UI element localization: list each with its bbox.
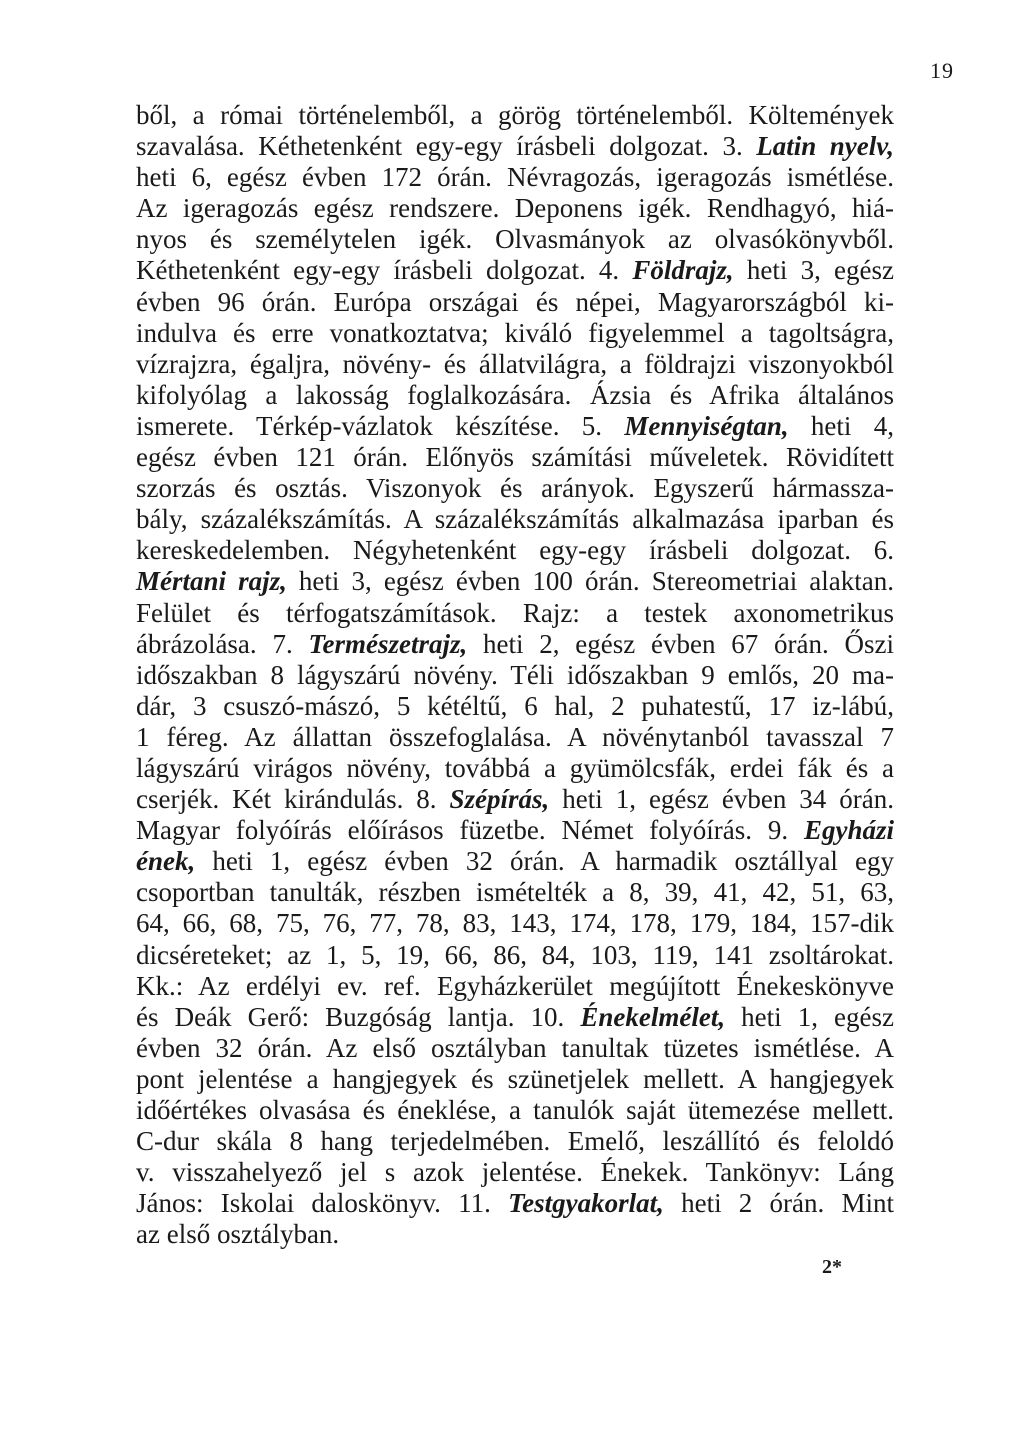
text-line xyxy=(136,1219,894,1250)
text-line xyxy=(136,473,894,504)
text-run: 1 féreg. Az állattan összefoglalása. A növénytanból tavasszal 7 xyxy=(136,721,894,752)
text-run: ismerete. Térkép-vázlatok készítése. 5. xyxy=(136,410,625,441)
text-run: heti 2, egész évben 67 órán. Őszi xyxy=(467,628,894,659)
subject-heading: Latin nyelv, xyxy=(756,131,894,162)
text-run: szorzás és osztás. Viszonyok és arányok. Egyszerű hármassza- xyxy=(136,473,894,504)
text-line xyxy=(136,753,894,784)
text-run: 64, 66, 68, 75, 76, 77, 78, 83, 143, 174, 178, 179, 184, 157-dik xyxy=(136,908,894,939)
text-line xyxy=(136,598,894,629)
text-line xyxy=(136,162,894,193)
text-line xyxy=(136,349,894,380)
text-run: Az igeragozás egész rendszere. Deponens igék. Rendhagyó, hiá- xyxy=(136,193,894,224)
text-run: Felület és térfogatszámítások. Rajz: a testek axonometrikus xyxy=(136,597,894,628)
text-line xyxy=(136,815,894,846)
text-line xyxy=(136,380,894,411)
text-line xyxy=(136,411,894,442)
text-run: heti 2 órán. Mint xyxy=(663,1188,894,1219)
text-run: egész évben 121 órán. Előnyös számítási műveletek. Rövidített xyxy=(136,442,894,473)
text-run: heti 3, egész évben 100 órán. Stereometriai alaktan. xyxy=(286,566,894,597)
subject-heading: Szépírás, xyxy=(449,784,550,815)
signature-mark: 2* xyxy=(822,1256,842,1278)
text-line xyxy=(136,566,894,597)
text-run: János: Iskolai daloskönyv. 11. xyxy=(136,1188,509,1219)
text-line xyxy=(136,629,894,660)
subject-heading: Földrajz, xyxy=(632,255,734,286)
text-line xyxy=(136,1064,894,1095)
text-run: időértékes olvasása és éneklése, a tanulók saját ütemezése mellett. xyxy=(136,1095,894,1125)
text-line xyxy=(136,535,894,566)
text-run: heti 1, egész évben 32 órán. A harmadik osztállyal egy xyxy=(195,846,894,877)
text-line xyxy=(136,691,894,722)
text-line xyxy=(136,504,894,535)
subject-heading: Testgyakorlat, xyxy=(508,1188,664,1219)
text-line xyxy=(136,224,894,255)
text-run: heti 6, egész évben 172 órán. Névragozás, igeragozás ismétlése. xyxy=(136,162,894,193)
text-line xyxy=(136,908,894,939)
text-line xyxy=(136,877,894,908)
text-line xyxy=(136,100,894,131)
text-run: heti 1, egész évben 34 órán. xyxy=(549,784,895,815)
subject-heading: Természetrajz, xyxy=(308,628,468,659)
text-run: heti 1, egész xyxy=(725,1001,895,1032)
text-run: vízrajzra, égaljra, növény- és állatvilágra, a földrajzi viszonyokból xyxy=(136,348,894,379)
text-line xyxy=(136,1033,894,1064)
text-run: kifolyólag a lakosság foglalkozására. Ázsia és Afrika általános xyxy=(136,379,894,410)
subject-heading: Mértani rajz, xyxy=(136,566,287,597)
text-line xyxy=(136,940,894,971)
text-line xyxy=(136,193,894,224)
text-run: szavalása. Kéthetenként egy-egy írásbeli dolgozat. 3. xyxy=(136,131,757,162)
text-line xyxy=(136,1126,894,1157)
body-text xyxy=(136,100,894,1250)
text-line xyxy=(136,971,894,1002)
text-line xyxy=(136,255,894,286)
text-run: heti 3, egész xyxy=(733,255,894,286)
text-line xyxy=(136,846,894,877)
text-line xyxy=(136,1188,894,1219)
text-line xyxy=(136,131,894,162)
text-line xyxy=(136,784,894,815)
text-line xyxy=(136,442,894,473)
text-run: csoportban tanulták, részben ismételték a 8, 39, 41, 42, 51, 63, xyxy=(136,877,894,908)
subject-heading: ének, xyxy=(136,846,196,877)
text-run: Magyar folyóírás előírásos füzetbe. Német folyóírás. 9. xyxy=(136,815,804,846)
text-line xyxy=(136,1002,894,1033)
text-line xyxy=(136,1095,894,1126)
text-run: Kéthetenként egy-egy írásbeli dolgozat. 4. xyxy=(136,255,633,286)
text-line xyxy=(136,1157,894,1188)
text-run: dicséreteket; az 1, 5, 19, 66, 86, 84, 103, 119, 141 zsoltárokat. xyxy=(136,939,894,970)
subject-heading: Énekelmélet, xyxy=(580,1001,726,1032)
text-run: C-dur skála 8 hang terjedelmében. Emelő, leszállító és feloldó xyxy=(136,1126,894,1157)
text-line xyxy=(136,318,894,349)
text-run: indulva és erre vonatkoztatva; kiváló figyelemmel a tagoltságra, xyxy=(136,317,894,348)
text-run: heti 4, xyxy=(788,410,894,441)
text-run: ábrázolása. 7. xyxy=(136,628,309,659)
text-run: nyos és személytelen igék. Olvasmányok az olvasókönyvből. xyxy=(136,224,894,255)
text-line xyxy=(136,660,894,691)
text-run: dár, 3 csuszó-mászó, 5 kétéltű, 6 hal, 2 puhatestű, 17 iz-lábú, xyxy=(136,690,894,721)
subject-heading: Mennyiségtan, xyxy=(624,410,789,441)
text-run: évben 96 órán. Európa országai és népei, Magyarországból ki- xyxy=(136,286,894,317)
text-run: bály, százalékszámítás. A százalékszámítás alkalmazása iparban és xyxy=(136,504,894,535)
text-run: ből, a római történelemből, a görög történelemből. Költemények xyxy=(136,100,894,130)
text-run: kereskedelemben. Négyhetenként egy-egy írásbeli dolgozat. 6. xyxy=(136,535,894,566)
text-run: évben 32 órán. Az első osztályban tanultak tüzetes ismétlése. A xyxy=(136,1032,894,1063)
text-run: az első osztályban. xyxy=(136,1219,340,1250)
text-run: és Deák Gerő: Buzgóság lantja. 10. xyxy=(136,1001,581,1032)
text-run: cserjék. Két kirándulás. 8. xyxy=(136,784,450,815)
subject-heading: Egyházi xyxy=(803,815,894,846)
text-run: időszakban 8 lágyszárú növény. Téli időszakban 9 emlős, 20 ma- xyxy=(136,659,894,690)
text-run: v. visszahelyező jel s azok jelentése. Énekek. Tankönyv: Láng xyxy=(136,1157,894,1188)
text-run: lágyszárú virágos növény, továbbá a gyümölcsfák, erdei fák és a xyxy=(136,752,894,783)
page-number: 19 xyxy=(930,58,954,83)
text-run: Kk.: Az erdélyi ev. ref. Egyházkerület megújított Énekeskönyve xyxy=(136,970,894,1001)
text-line xyxy=(136,287,894,318)
text-run: pont jelentése a hangjegyek és szünetjelek mellett. A hangjegyek xyxy=(136,1063,894,1094)
text-line xyxy=(136,722,894,753)
